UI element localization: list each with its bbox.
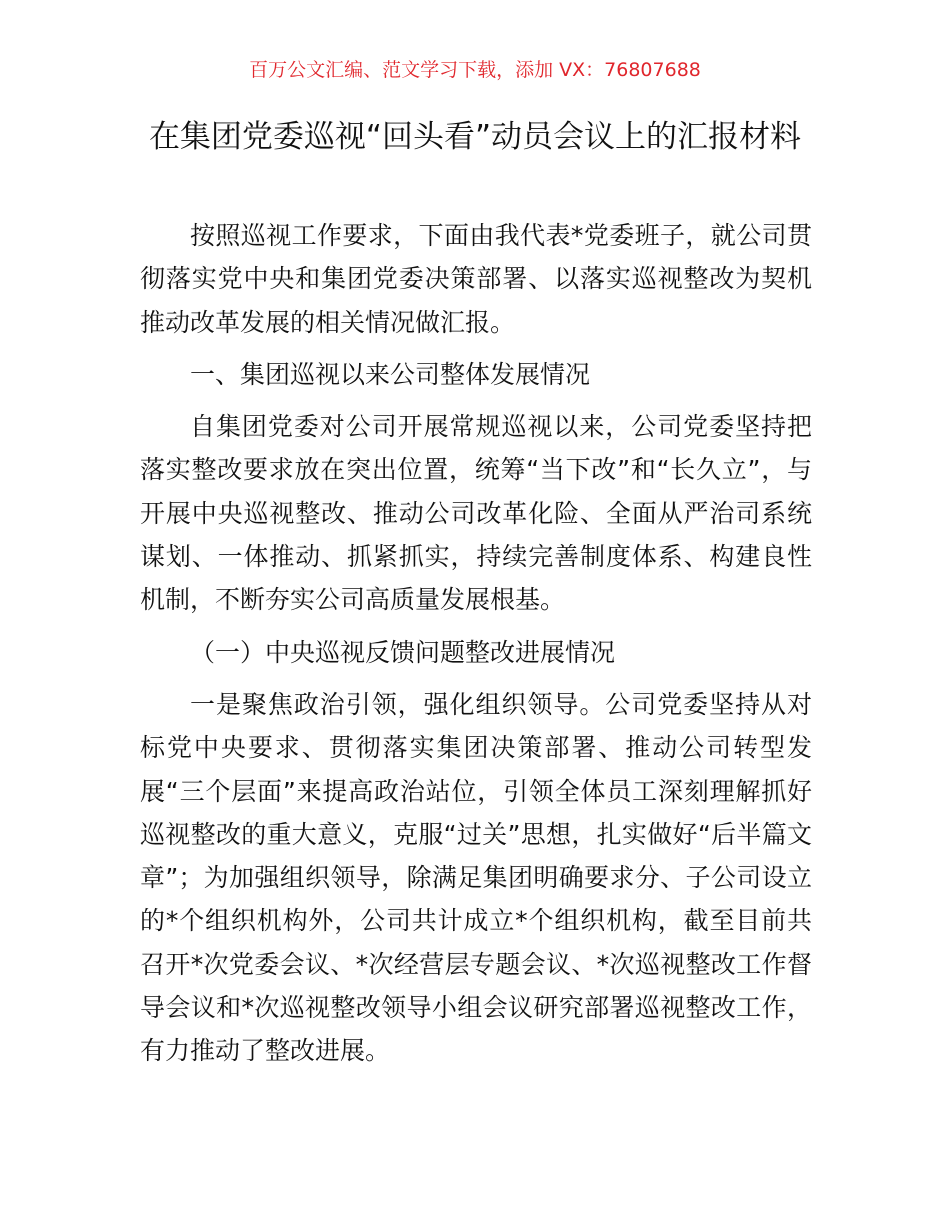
section-1-paragraph: 自集团党委对公司开展常规巡视以来，公司党委坚持把落实整改要求放在突出位置，统筹“当下改”和“长久立”，与开展中央巡视整改、推动公司改革化险、全面从严治司系统谋划、一体推动、抓紧抓实，持续完善制度体系、构建良性机制，不断夯实公司高质量发展根基。 [140,412,812,615]
document-title: 在集团党委巡视“回头看”动员会议上的汇报材料 [148,119,802,155]
subsection-heading-1: （一）中央巡视反馈问题整改进展情况 [190,637,616,667]
header-watermark: 百万公文汇编、范文学习下载，添加 VX：76807688 [249,59,701,81]
intro-paragraph: 按照巡视工作要求，下面由我代表*党委班子，就公司贯彻落实党中央和集团党委决策部署、以落实巡视整改为契机推动改革发展的相关情况做汇报。 [140,221,812,337]
document-body [140,214,812,1082]
section-heading-1: 一、集团巡视以来公司整体发展情况 [190,359,591,389]
subsection-1-paragraph: 一是聚焦政治引领，强化组织领导。公司党委坚持从对标党中央要求、贯彻落实集团决策部署、推动公司转型发展“三个层面”来提高政治站位，引领全体员工深刻理解抓好巡视整改的重大意义，克服“过关”思想，扎实做好“后半篇文章”；为加强组织领导，除满足集团明确要求分、子公司设立的*个组织机构外，公司共计成立*个组织机构，截至目前共召开*次党委会议、*次经营层专题会议、*次巡视整改工作督导会议和*次巡视整改领导小组会议研究部署巡视整改工作，有力推动了整改进展。 [140,689,812,1066]
